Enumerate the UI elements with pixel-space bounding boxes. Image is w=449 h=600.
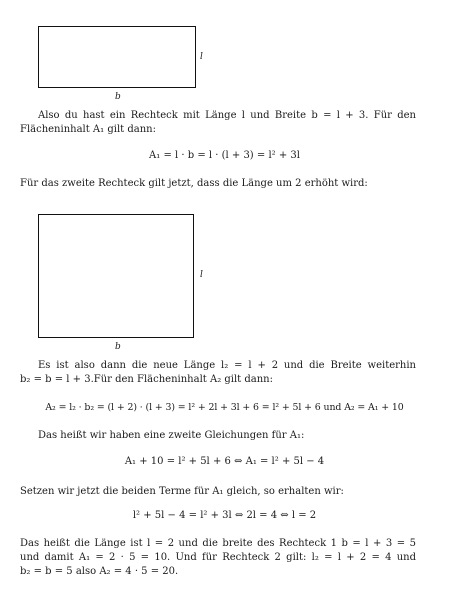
paragraph-3-line-2: b₂ = b = l + 3.Für den Flächeninhalt A₂ gilt dann: <box>20 374 273 385</box>
rectangle-2 <box>38 214 194 338</box>
paragraph-2: Für das zweite Rechteck gilt jetzt, dass die Länge um 2 erhöht wird: <box>20 178 368 189</box>
equation-4: l² + 5l − 4 = l² + 3l ⇔ 2l = 4 ⇔ l = 2 <box>132 510 317 521</box>
equation-3: A₁ + 10 = l² + 5l + 6 ⇔ A₁ = l² + 5l − 4 <box>124 456 325 467</box>
rectangle-2-side-label: l <box>200 270 203 280</box>
equation-1: A₁ = l · b = l · (l + 3) = l² + 3l <box>149 150 300 161</box>
rectangle-1-side-label: l <box>200 52 203 62</box>
paragraph-5: Setzen wir jetzt die beiden Terme für A₁ gleich, so erhalten wir: <box>20 486 344 497</box>
paragraph-6-line-2: und damit A₁ = 2 · 5 = 10. Und für Rechteck 2 gilt: l₂ = l + 2 = 4 und <box>20 552 416 563</box>
paragraph-1-line-1: Also du hast ein Rechteck mit Länge l und Breite b = l + 3. Für den <box>38 110 416 121</box>
paragraph-4: Das heißt wir haben eine zweite Gleichungen für A₁: <box>38 430 305 441</box>
rectangle-1-bottom-label: b <box>115 92 121 102</box>
rectangle-2-bottom-label: b <box>115 342 121 352</box>
paragraph-6-line-1: Das heißt die Länge ist l = 2 und die breite des Rechteck 1 b = l + 3 = 5 <box>20 538 416 549</box>
paragraph-3-line-1: Es ist also dann die neue Länge l₂ = l + 2 und die Breite weiterhin <box>38 360 416 371</box>
paragraph-6-line-3: b₂ = b = 5 also A₂ = 4 · 5 = 20. <box>20 566 179 577</box>
paragraph-1-line-2: Flächeninhalt A₁ gilt dann: <box>20 124 156 135</box>
rectangle-1 <box>38 26 196 88</box>
equation-2: A₂ = l₂ · b₂ = (l + 2) · (l + 3) = l² + 2l + 3l + 6 = l² + 5l + 6 und A₂ = A₁ + 10 <box>45 402 404 413</box>
